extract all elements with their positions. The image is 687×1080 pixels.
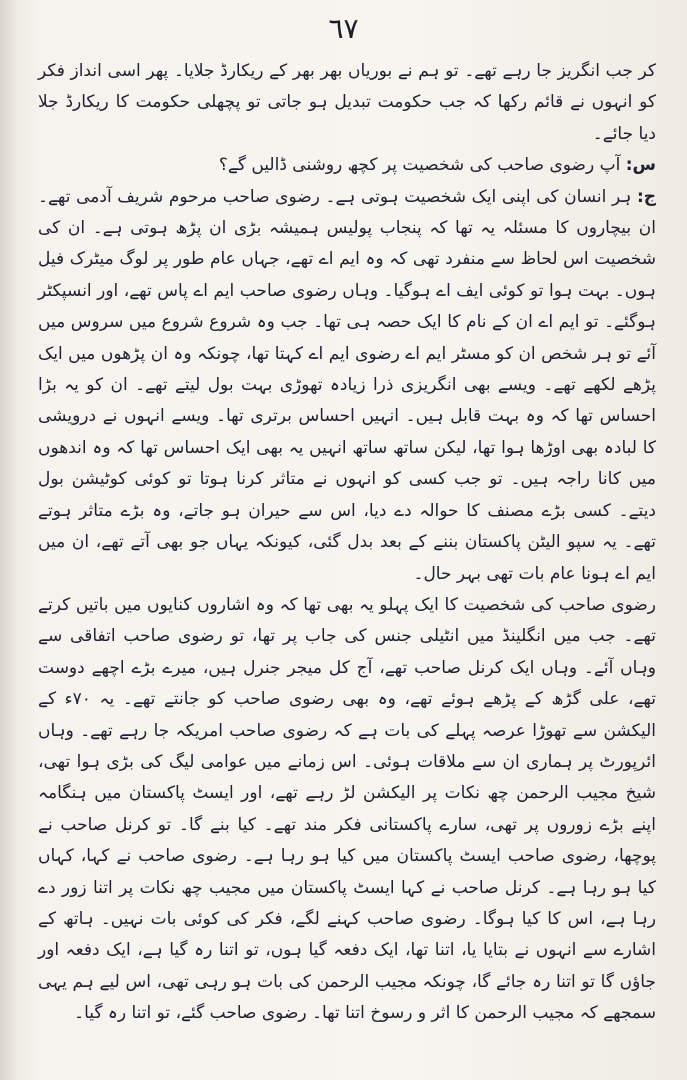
page-number: ٦٧ bbox=[328, 12, 359, 45]
question-paragraph bbox=[38, 150, 656, 181]
answer-text: ہر انسان کی اپنی ایک شخصیت ہوتی ہے۔ رضوی صاحب مرحوم شریف آدمی تھے۔ ان بیچاروں کا مسئلہ یہ تھا کہ پنجاب پولیس ہمیشہ بڑی ان پڑھ ہوتی ہے۔ ان کی شخصیت اس لحاظ سے منفرد تھی کہ وہ ایم اے تھے، جہاں عام طور پر لوگ میٹرک فیل ہوں۔ بہت ہوا تو کوئی ایف اے ہوگیا۔ وہاں رضوی صاحب ایم اے پاس تھے، اور انسپکٹر ہوگئے۔ تو ایم اے ان کے نام کا ایک حصہ ہی تھا۔ جب وہ شروع شروع میں سروس میں آئے تو ہر شخص ان کو مسٹر ایم اے رضوی ایم اے کہتا تھا، چونکہ وہ ان پڑھوں میں ایک پڑھے لکھے تھے۔ ویسے بھی انگریزی ذرا زیادہ تھوڑی بہت بول لیتے تھے۔ ان کو یہ بڑا احساس تھا کہ وہ بہت قابل ہیں۔ انہیں احساس برتری تھا۔ ویسے انہوں نے درویشی کا لبادہ بھی اوڑھا ہوا تھا، لیکن ساتھ ساتھ انہیں یہ بھی ایک احساس تھا کہ وہ اندھوں میں کانا راجہ ہیں۔ تو جب کسی کو انہوں نے متاثر کرنا ہوتا تو کوئی کوٹیشن بول دیتے۔ کسی بڑے مصنف کا حوالہ دے دیا، اس سے حیران ہو جاتے، وہ بڑے متاثر ہوتے تھے۔ یہ سپو الیٹن پاکستان بننے کے بعد بدل گئی، کیونکہ یہاں جو بھی آتے تھے، ان میں ایم اے ہونا عام بات تھی بہر حال۔ bbox=[38, 186, 656, 584]
question-text: آپ رضوی صاحب کی شخصیت پر کچھ روشنی ڈالیں گے؟ bbox=[218, 155, 621, 176]
paragraph-text: رضوی صاحب کی شخصیت کا ایک پہلو یہ بھی تھا کہ وہ اشاروں کنایوں میں باتیں کرتے تھے۔ جب میں انگلینڈ میں انٹیلی جنس کی جاب پر تھا، تو رضوی صاحب اتفاقی سے وہاں آئے۔ وہاں ایک کرنل صاحب تھے، آج کل میجر جنرل ہیں، میرے بڑے اچھے دوست تھے، علی گڑھ کے پڑھے ہوئے تھے، وہ بھی رضوی صاحب کو جانتے تھے۔ یہ ۷۰ء کے الیکشن سے تھوڑا عرصہ پہلے کی بات ہے کہ رضوی صاحب امریکہ جا رہے تھے۔ وہاں ائرپورٹ پر ہماری ان سے ملاقات ہوئی۔ اس زمانے میں عوامی لیگ کی بڑی ہوا تھی، شیخ مجیب الرحمن چھ نکات پر الیکشن لڑ رہے تھے، اور ایسٹ پاکستان میں ہنگامہ اپنے بڑے زوروں پر تھی، سارے پاکستانی فکر مند تھے۔ کیا بنے گا۔ تو کرنل صاحب نے پوچھا، رضوی صاحب ایسٹ پاکستان میں کیا ہو رہا ہے۔ رضوی صاحب نے کہا، کہاں کیا ہو رہا ہے۔ کرنل صاحب نے کہا ایسٹ پاکستان میں مجیب چھ نکات پر اتنا زور دے رہا ہے، اس کا کیا ہوگا۔ رضوی صاحب کہنے لگے، فکر کی کوئی بات نہیں۔ ہاتھ کے اشارے سے انہوں نے بتایا یا، اتنا تھا، ایک دفعہ گیا ہوں، تو اتنا رہ گیا ہے، ایک دفعہ اور جاؤں گا تو اتنا رہ جائے گا، چونکہ مجیب الرحمن کی بات ہو رہی تھی، اس لیے ہم یہی سمجھے کہ مجیب الرحمن کا اثر و رسوخ اتنا تھا۔ رضوی صاحب گئے، تو اتنا رہ گیا۔ bbox=[38, 594, 656, 1024]
paragraph-text: کر جب انگریز جا رہے تھے۔ تو ہم نے بوریاں بھر بھر کے ریکارڈ جلایا۔ پھر اسی انداز فکر کو انہوں نے قائم رکھا کہ جب حکومت تبدیل ہو جاتی تو پچھلی حکومت کا ریکارڈ جلا دیا جائے۔ bbox=[38, 61, 656, 144]
paragraph bbox=[38, 56, 656, 150]
question-label: س: bbox=[625, 155, 656, 176]
answer-paragraph bbox=[38, 182, 656, 590]
page-edge-shadow bbox=[0, 0, 18, 1080]
paragraph bbox=[38, 590, 656, 1030]
body-text bbox=[38, 56, 656, 1030]
answer-label: ج: bbox=[636, 186, 657, 207]
